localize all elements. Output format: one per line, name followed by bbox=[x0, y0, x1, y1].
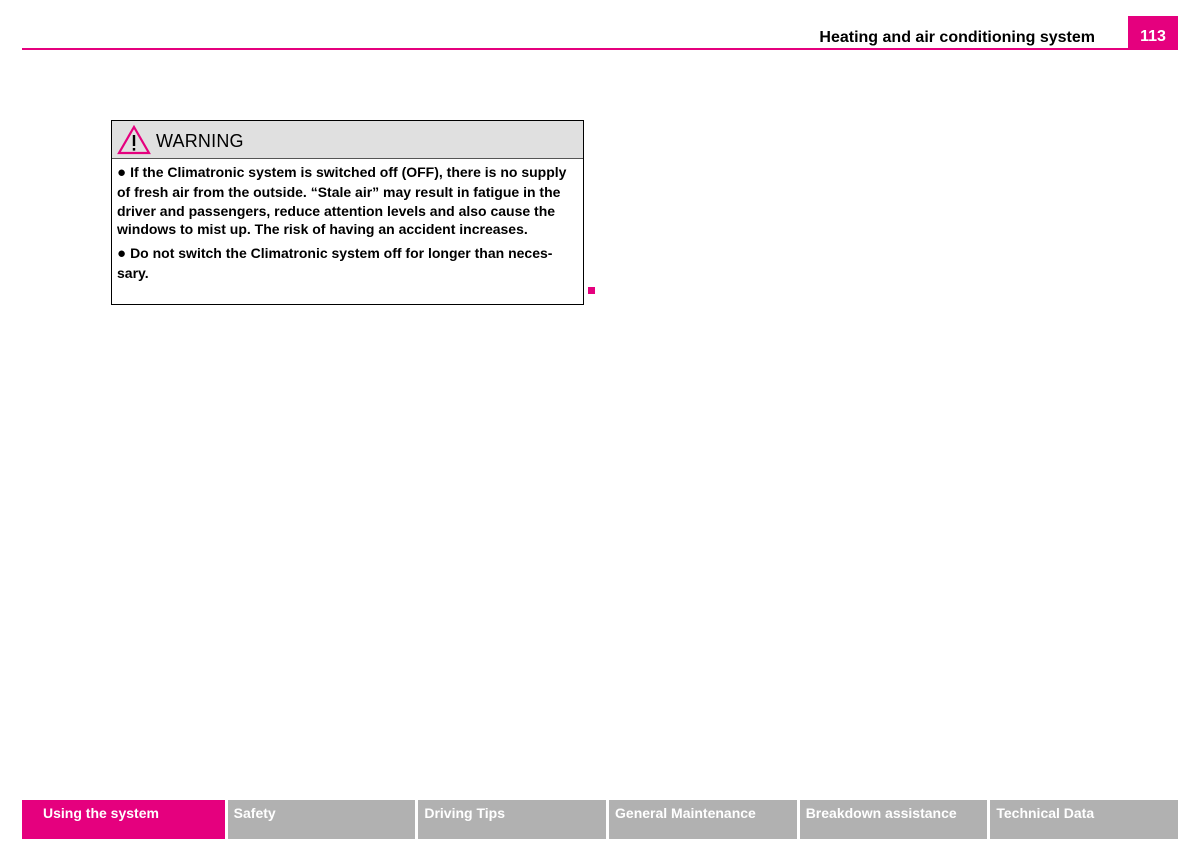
footer-nav bbox=[22, 800, 1178, 839]
nav-tab-driving-tips[interactable]: Driving Tips bbox=[418, 800, 606, 839]
nav-tab-using-the-system[interactable]: Using the system bbox=[22, 800, 225, 839]
header-divider bbox=[22, 48, 1178, 50]
page-number: 113 bbox=[1128, 16, 1178, 50]
warning-item bbox=[117, 244, 578, 283]
warning-header bbox=[112, 121, 583, 159]
warning-item bbox=[117, 163, 578, 239]
section-title: Heating and air conditioning system bbox=[819, 29, 1095, 46]
nav-tab-general-maintenance[interactable]: General Maintenance bbox=[609, 800, 797, 839]
warning-body bbox=[112, 159, 583, 283]
warning-box bbox=[111, 120, 584, 305]
warning-title: WARNING bbox=[156, 131, 244, 151]
bullet-icon: ● bbox=[117, 245, 127, 263]
warning-item-text: Do not switch the Climatronic system off for longer than neces-sary. bbox=[117, 245, 553, 281]
bullet-icon: ● bbox=[117, 164, 127, 181]
warning-item-text: If the Climatronic system is switched off (OFF), there is no supply of fresh air from the outside. “Stale air” may result in fatigue in the driver and passengers, reduce attention levels and also cause the windows to mist up. The risk of having an accident increases. bbox=[117, 164, 567, 238]
nav-tab-technical-data[interactable]: Technical Data bbox=[990, 800, 1178, 839]
nav-tab-breakdown-assistance[interactable]: Breakdown assistance bbox=[800, 800, 988, 839]
warning-triangle-icon bbox=[117, 125, 151, 155]
end-of-section-icon bbox=[588, 287, 595, 294]
nav-tab-safety[interactable]: Safety bbox=[228, 800, 416, 839]
